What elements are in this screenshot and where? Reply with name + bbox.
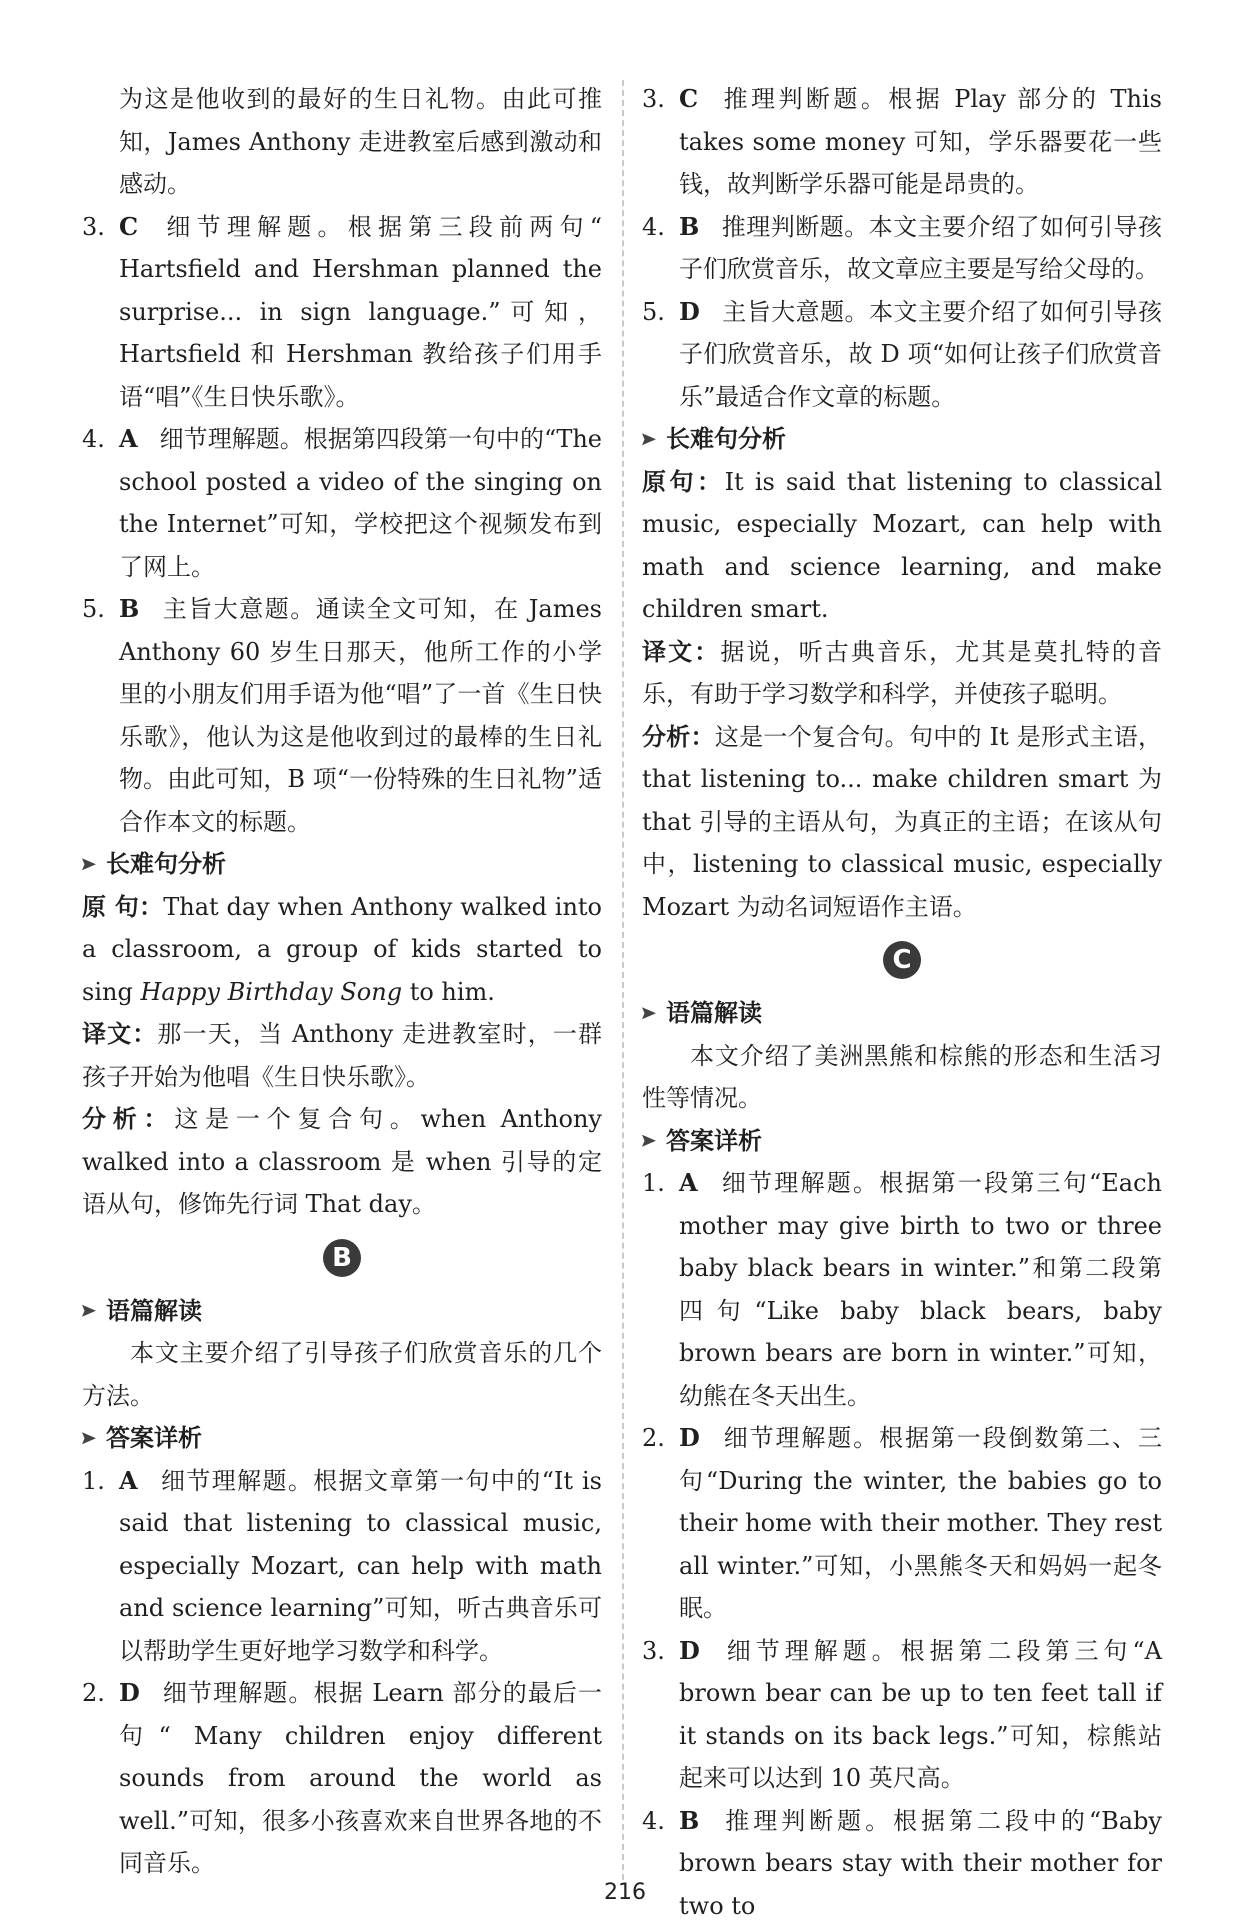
original-text: That day when Anthony walked into a classroom, a group of kids started to sing <box>82 892 602 1006</box>
answer-explanation: 细节理解题。根据第二段第三句“A brown bear can be up to ten feet tall if it stands on its back legs.”可知，棕熊站起来可以达到 10 英尺高。 <box>679 1636 1162 1792</box>
answer-letter: B <box>679 1805 700 1835</box>
item-number: 5. <box>642 297 665 326</box>
item-number: 2. <box>642 1424 665 1452</box>
answer-letter: D <box>679 296 700 326</box>
arrow-marker-icon <box>642 1135 656 1147</box>
answer-explanation: 推理判断题。根据第二段中的“Baby brown bears stay with their mother for two to <box>679 1806 1162 1920</box>
reading-heading <box>82 1290 602 1333</box>
right-column <box>642 78 1162 1927</box>
reading-summary: 本文介绍了美洲黑熊和棕熊的形态和生活习性等情况。 <box>642 1041 1162 1112</box>
arrow-marker-icon <box>642 1007 656 1019</box>
arrow-marker-icon <box>82 1305 96 1317</box>
item-number: 1. <box>642 1169 665 1197</box>
original-text-end: to him. <box>402 977 495 1006</box>
page-number: 216 <box>604 1880 646 1905</box>
analysis <box>642 716 1162 929</box>
item-number: 2. <box>82 1679 105 1707</box>
item-number: 3. <box>642 85 665 113</box>
left-column <box>82 78 602 1885</box>
item-number: 3. <box>642 1636 665 1665</box>
heading-text: 答案详析 <box>106 1424 202 1452</box>
analysis-text: 这是一个复合句。句中的 It 是形式主语，that listening to... make children smart 为 that 引导的主语从句，为真正的主语；在该从句中，listening to classical music, especially Mozart 为动名词短语作主语。 <box>642 722 1163 921</box>
original-text: It is said that listening to classical music, especially Mozart, can help with math and science learning, and make children smart. <box>642 467 1162 623</box>
reading-heading <box>642 992 1162 1035</box>
answer-explanation: 细节理解题。根据文章第一句中的“It is said that listening to classical music, especially Mozart, can help with math and science learning”可知，听古典音乐可以帮助学生更好地学习数学和科学。 <box>119 1466 602 1665</box>
translation-text: 那一天，当 Anthony 走进教室时，一群孩子开始为他唱《生日快乐歌》。 <box>82 1020 602 1091</box>
arrow-marker-icon <box>642 433 656 445</box>
sentence-analysis-heading <box>642 418 1162 461</box>
answer-explanation: 细节理解题。根据第四段第一句中的“The school posted a video of the singing on the Internet”可知，学校把这个视频发布到了网上。 <box>119 425 602 581</box>
item-number: 3. <box>82 212 105 241</box>
original-sentence <box>82 886 602 1014</box>
analysis <box>82 1098 602 1226</box>
arrow-marker-icon <box>82 858 96 870</box>
answer-letter: D <box>119 1678 140 1707</box>
section-b-marker <box>82 1226 602 1290</box>
answer-letter: D <box>679 1423 700 1452</box>
section-letter: C <box>883 941 921 979</box>
original-label: 原 句： <box>82 892 164 921</box>
translation-label: 译文： <box>82 1020 158 1048</box>
answer-item-b3 <box>642 78 1162 206</box>
item-number: 4. <box>642 212 665 241</box>
translation <box>82 1013 602 1098</box>
heading-text: 语篇解读 <box>106 1296 202 1325</box>
answer-item-a5 <box>82 588 602 843</box>
answer-letter: B <box>119 594 140 623</box>
section-c-marker <box>642 928 1162 992</box>
item-number: 5. <box>82 595 105 623</box>
answer-item-a3 <box>82 206 602 419</box>
original-label: 原句： <box>642 467 725 496</box>
answer-item-b4 <box>642 206 1162 291</box>
analysis-text: 这是一个复合句。when Anthony walked into a classroom 是 when 引导的定语从句，修饰先行词 That day。 <box>82 1105 602 1218</box>
column-divider <box>622 80 624 1880</box>
heading-text: 长难句分析 <box>666 425 786 453</box>
answers-heading <box>642 1120 1162 1163</box>
answer-letter: C <box>679 84 699 113</box>
translation <box>642 631 1162 716</box>
analysis-label: 分析： <box>82 1105 175 1133</box>
answer-letter: A <box>119 1465 138 1495</box>
heading-text: 语篇解读 <box>666 999 762 1027</box>
analysis-label: 分析： <box>642 722 715 751</box>
answer-explanation: 主旨大意题。通读全文可知，在 James Anthony 60 岁生日那天，他所工作的小学里的小朋友们用手语为他“唱”了一首《生日快乐歌》，他认为这是他收到过的最棒的生日礼物。由此可知，B 项“一份特殊的生日礼物”适合作本文的标题。 <box>119 595 602 836</box>
answer-explanation: 推理判断题。根据 Play 部分的 This takes some money 可知，学乐器要花一些钱，故判断学乐器可能是昂贵的。 <box>679 85 1162 198</box>
answer-item-c3 <box>642 1630 1162 1800</box>
answer-letter: D <box>679 1635 700 1665</box>
answer-item-c2 <box>642 1417 1162 1630</box>
song-title: Happy Birthday Song <box>140 977 403 1006</box>
continued-text: 为这是他收到的最好的生日礼物。由此可推知，James Anthony 走进教室后感到激动和感动。 <box>119 85 602 198</box>
arrow-marker-icon <box>82 1432 96 1444</box>
item-number: 4. <box>82 425 105 453</box>
answer-item-c1 <box>642 1162 1162 1417</box>
answer-item-a4 <box>82 418 602 588</box>
answer-explanation: 细节理解题。根据第一段第三句“Each mother may give birth to two or three baby black bears in winter.”和第二段第四句“Like baby black bears, baby brown bears are born in winter.”可知，幼熊在冬天出生。 <box>679 1169 1162 1410</box>
answer-letter: B <box>679 211 700 241</box>
answer-item-b5 <box>642 291 1162 419</box>
answer-letter: C <box>119 211 139 241</box>
answer-explanation: 推理判断题。本文主要介绍了如何引导孩子们欣赏音乐，故文章应主要是写给父母的。 <box>679 212 1162 283</box>
reading-summary: 本文主要介绍了引导孩子们欣赏音乐的几个方法。 <box>82 1339 602 1410</box>
answer-explanation: 细节理解题。根据第一段倒数第二、三句“During the winter, the babies go to their home with their mother. They rest all winter.”可知，小黑熊冬天和妈妈一起冬眠。 <box>679 1424 1162 1622</box>
section-letter: B <box>323 1239 361 1277</box>
answer-item-b2 <box>82 1672 602 1885</box>
heading-text: 长难句分析 <box>106 850 226 878</box>
translation-label: 译文： <box>642 637 721 666</box>
answers-heading <box>82 1417 602 1460</box>
answer-item-b1 <box>82 1460 602 1673</box>
original-sentence <box>642 461 1162 631</box>
item-number: 1. <box>82 1466 105 1495</box>
sentence-analysis-heading <box>82 843 602 886</box>
answer-letter: A <box>679 1168 698 1197</box>
item-number: 4. <box>642 1806 665 1835</box>
translation-text: 据说，听古典音乐，尤其是莫扎特的音乐，有助于学习数学和科学，并使孩子聪明。 <box>642 637 1163 708</box>
heading-text: 答案详析 <box>666 1126 762 1155</box>
answer-letter: A <box>119 424 138 453</box>
answer-item-c4 <box>642 1800 1162 1928</box>
answer-explanation: 细节理解题。根据 Learn 部分的最后一句“ Many children enjoy different sounds from around the world as well.”可知，很多小孩喜欢来自世界各地的不同音乐。 <box>119 1679 602 1877</box>
answer-explanation: 细节理解题。根据第三段前两句“ Hartsfield and Hershman planned the surprise... in sign language.”可知，Hartsfield 和 Hershman 教给孩子们用手语“唱”《生日快乐歌》。 <box>119 212 602 411</box>
answer-explanation: 主旨大意题。本文主要介绍了如何引导孩子们欣赏音乐，故 D 项“如何让孩子们欣赏音乐”最适合作文章的标题。 <box>679 297 1162 411</box>
